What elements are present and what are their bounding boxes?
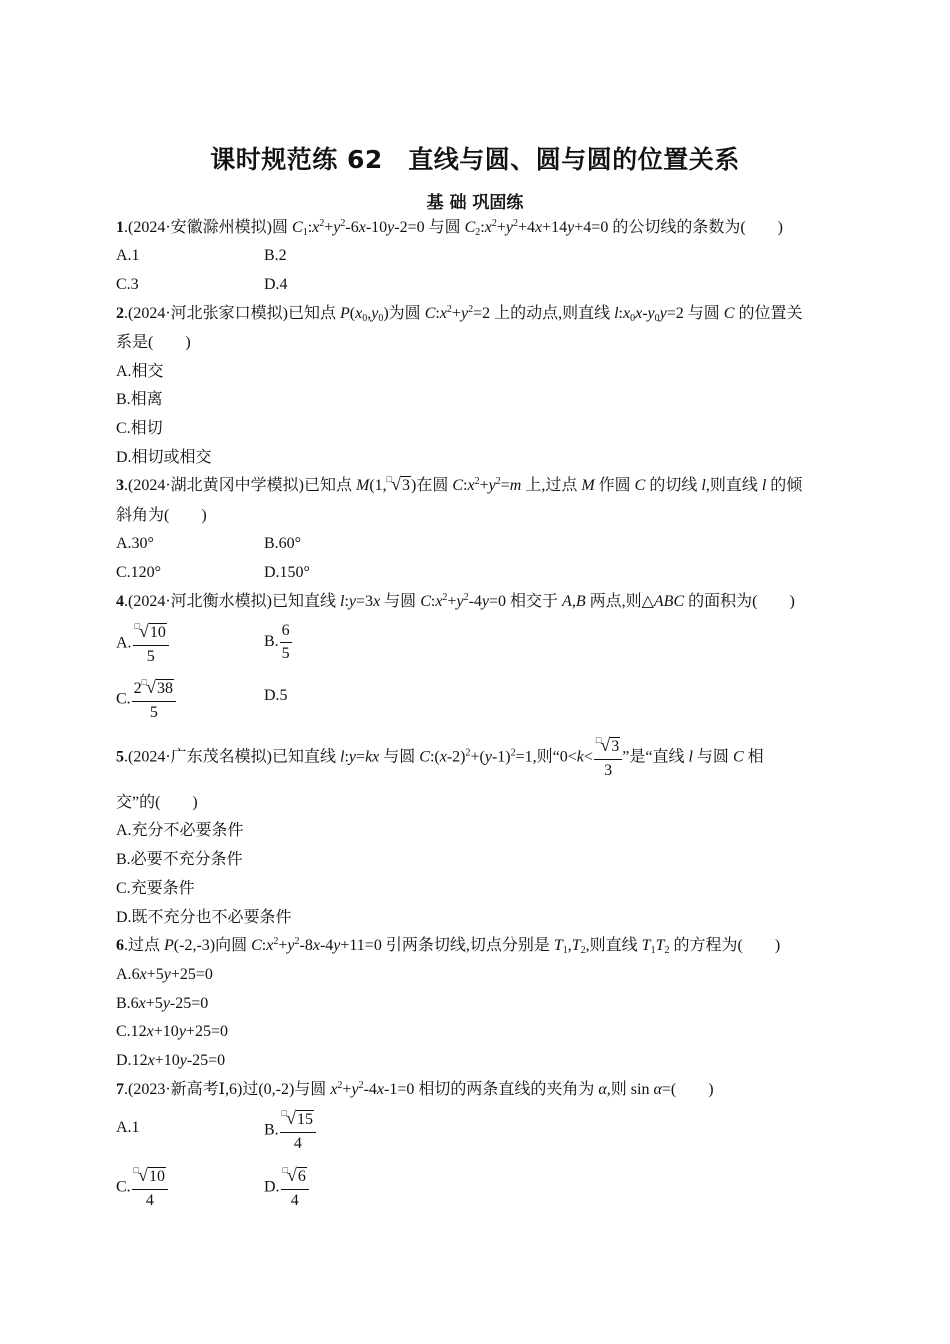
question-6-stem: 6.过点 P(-2,-3)向圆 $C:x^2+y^2-8x-4y+11=0$ 引两条切线,切点分别是 $T_1,T_2$,则直线 $T_1T_2$ 的方程为( ) <box>116 936 781 956</box>
question-6-option-a: A.6x+5y+25=0 <box>116 966 213 983</box>
question-3-stem-end: 斜角为( ) <box>116 507 207 524</box>
question-4-stem: 4.(2024·河北衡水模拟)已知直线 l:y=3x 与圆 $C:x^2+y^2-4y=0$ 相交于 A,B 两点,则△ABC 的面积为( ) <box>116 592 795 610</box>
question-5-option-c: C.充要条件 <box>116 880 195 897</box>
question-source: (2024·河北衡水模拟) <box>128 593 272 610</box>
question-1-stem: 1.(2024·安徽滁州模拟)圆 $C_1:x^2+y^2-6x-10y-2=0$ 与圆 $C_2:x^2+y^2+4x+14y+4=0$ 的公切线的条数为( ) <box>116 218 783 238</box>
question-5-stem-end: 交”的( ) <box>116 794 198 811</box>
question-2-option-a: A.相交 <box>116 363 164 380</box>
question-2-option-c: C.相切 <box>116 420 163 437</box>
question-1-option-b: B.2 <box>264 247 287 264</box>
question-5-option-d: D.既不充分也不必要条件 <box>116 909 292 926</box>
question-source: (2024·广东茂名模拟) <box>128 748 272 766</box>
question-5-option-b: B.必要不充分条件 <box>116 851 243 868</box>
question-3-option-b: B.60° <box>264 535 302 552</box>
question-6-option-d: D.12x+10y-25=0 <box>116 1052 226 1069</box>
question-3-option-d: D.150° <box>264 564 310 581</box>
question-1-option-a: A.1 <box>116 247 140 264</box>
question-4-option-b: B. $\frac{6}{5}$ <box>264 622 290 662</box>
question-2-stem-end: 系是( ) <box>116 334 191 351</box>
question-3-option-c: C.120° <box>116 564 162 581</box>
question-7-stem: 7.(2023·新高考Ⅰ,6)过(0,-2)与圆 $x^2+y^2-4x-1=0$ 相切的两条直线的夹角为 α,则 sin α=( ) <box>116 1080 714 1098</box>
question-5-stem: 5.(2024·广东茂名模拟)已知直线 l:y=kx 与圆 $C:(x-2)^2+(y-1)^2=1$,则“0<k< $\frac{^□√3}{3}$ ”是“直线 l 与圆 C 相 <box>116 735 764 779</box>
question-number: 2 <box>116 305 124 322</box>
question-6-option-b: B.6x+5y-25=0 <box>116 995 209 1012</box>
question-number: 7 <box>116 1081 124 1098</box>
question-7-option-b: B. $\frac{^□√15}{4}$ <box>264 1107 316 1155</box>
section-heading: 基 础 巩固练 <box>426 193 524 213</box>
question-4-option-a: A. $\frac{^□√10}{5}$ <box>116 620 169 668</box>
question-2-stem: 2.(2024·河北张家口模拟)已知点 $P(x_0,y_0)$为圆 $C:x^2+y^2=2$ 上的动点,则直线 $l:x_0x-y_0y=2$ 与圆 C 的位置关 <box>116 304 803 324</box>
question-source: (2023·新高考Ⅰ,6) <box>128 1081 243 1098</box>
sqrt-expression: □√3 <box>386 474 410 494</box>
question-1-option-d: D.4 <box>264 276 288 293</box>
page-title: 课时规范练 62 直线与圆、圆与圆的位置关系 <box>210 145 740 174</box>
question-5-option-a: A.充分不必要条件 <box>116 822 244 839</box>
question-4-option-d: D.5 <box>264 687 288 704</box>
question-1-option-c: C.3 <box>116 276 139 293</box>
question-6-option-c: C.12x+10y+25=0 <box>116 1023 228 1040</box>
question-number: 1 <box>116 219 124 236</box>
question-3-option-a: A.30° <box>116 535 154 552</box>
question-number: 6 <box>116 937 124 954</box>
question-source: (2024·河北张家口模拟) <box>128 305 288 322</box>
question-number: 3 <box>116 477 124 494</box>
question-7-option-c: C. $\frac{^□√10}{4}$ <box>116 1164 168 1212</box>
question-source: (2024·安徽滁州模拟) <box>128 219 272 236</box>
question-7-option-d: D. $\frac{^□√6}{4}$ <box>264 1164 309 1212</box>
question-3-stem: 3.(2024·湖北黄冈中学模拟)已知点 M(1,□√3)在圆 $C:x^2+y^2=m$ 上,过点 M 作圆 C 的切线 l,则直线 l 的倾 <box>116 474 802 497</box>
question-number: 5 <box>116 748 124 766</box>
question-7-option-a: A.1 <box>116 1119 140 1136</box>
question-4-option-c: C. $\frac{2^□√38}{5}$ <box>116 676 176 724</box>
question-number: 4 <box>116 593 124 610</box>
question-2-option-b: B.相离 <box>116 391 163 408</box>
question-source: (2024·湖北黄冈中学模拟) <box>128 477 304 494</box>
question-2-option-d: D.相切或相交 <box>116 449 212 466</box>
